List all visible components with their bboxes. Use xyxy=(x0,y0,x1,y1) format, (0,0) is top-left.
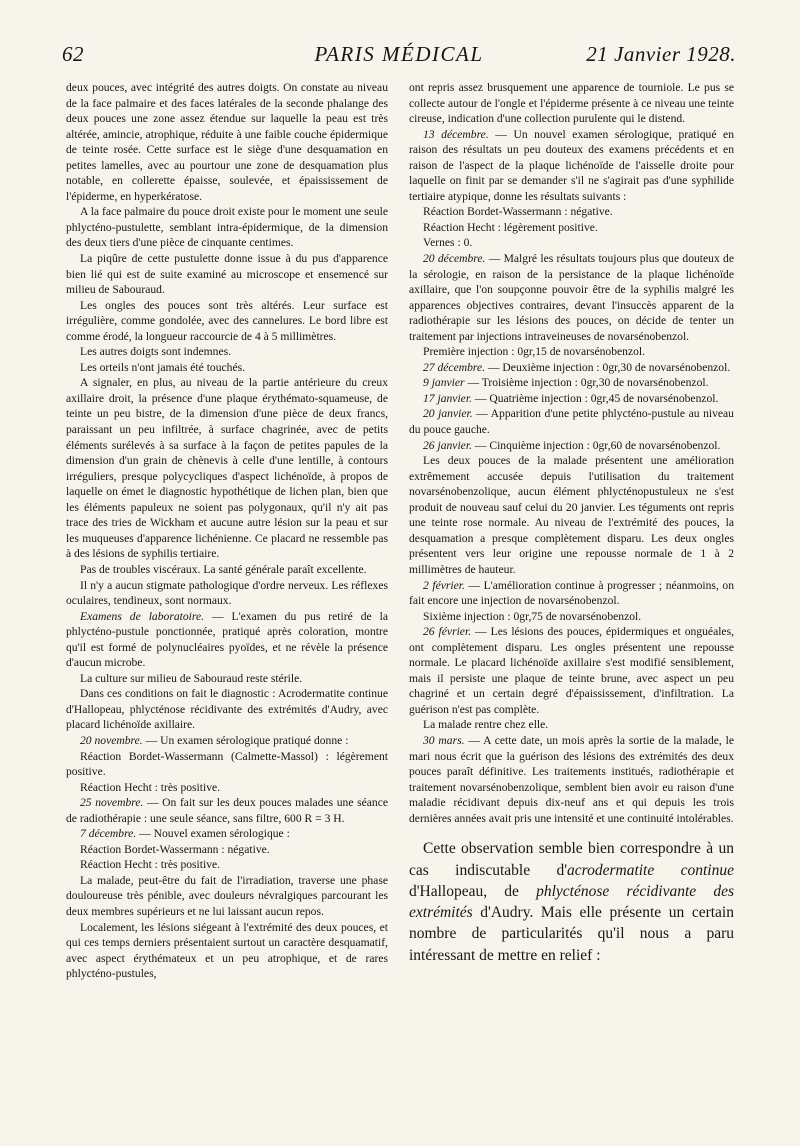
paragraph-text: Les deux pouces de la malade présentent une amélioration extrêmement accusée depuis l'utilisation du traitement novarsénobenzolique, aucun élément phlycténopustuleux ne s'est produit de nouveau sauf celui du 20 janvier. Les téguments ont repris une teinte rose normale. Au niveau de l'extrémité des pouces, la desquamation a presque complètement disparu. Les deux ongles présentent vers leur origine une repousse normale de 1 à 2 millimètres de hauteur. xyxy=(409,454,734,576)
body-paragraph xyxy=(409,204,734,220)
paragraph-text: — A cette date, un mois après la sortie de la malade, le mari nous écrit que la guérison des lésions des extrémités des deux pouces paraît définitive. Les traitements institués, radiothérapie et traitement novarsénobenzolique, semblent bien avoir eu raison d'une maladie récidivant depuis dix-neuf ans et qui depuis les trois dernières années avait pris une intensité et une continuité intolérables. xyxy=(409,733,734,825)
paragraph-text: Les autres doigts sont indemnes. xyxy=(80,345,232,359)
body-paragraph xyxy=(66,873,388,920)
paragraph-text: ont repris assez brusquement une apparence de tourniole. Le pus se collecte autour de l'ongle et l'épiderme présente à ce niveau une teinte cireuse, indication d'une collection purulente qui le distend. xyxy=(409,81,734,126)
body-paragraph xyxy=(66,251,388,298)
body-paragraph xyxy=(409,391,734,407)
paragraph-lead: 9 janvier xyxy=(423,376,465,390)
paragraph-lead: 17 janvier. xyxy=(423,391,472,405)
running-header xyxy=(62,42,736,76)
paragraph-text: — Apparition d'une petite phlycténo-pustule au niveau du pouce gauche. xyxy=(409,407,734,437)
conclusion-text-3: d'Audry. Mais elle présente un certain nombre de particularités qu'il nous a paru intéressant de mettre en relief : xyxy=(409,904,734,964)
paragraph-text: Les orteils n'ont jamais été touchés. xyxy=(80,360,246,374)
paragraph-text: deux pouces, avec intégrité des autres doigts. On constate au niveau de la face palmaire et des faces latérales de la seconde phalange des deux pouces une zone assez étendue sur laquelle la peau est très altérée, amincie, atrophique, réduite à une faible couche épidermique de teinte rosée. Cette surface est le siège d'une desquamation en petites lamelles, avec au pourtour une zone de desquamation plus notable, en collerette épaisse, soulevée, et épaississement de l'épiderme, en hyperkératose. xyxy=(66,81,388,203)
paragraph-lead: 26 janvier. xyxy=(423,438,472,452)
paragraph-text: Dans ces conditions on fait le diagnostic : Acrodermatite continue d'Hallopeau, phlycténose récidivante des extrémités d'Audry, avec placard lichénoïde axillaire. xyxy=(66,687,388,732)
paragraph-lead: 20 décembre. xyxy=(423,252,486,266)
paragraph-text: Les ongles des pouces sont très altérés. Leur surface est irrégulière, comme gondolée, avec des cannelures. Le bord libre est comme érodé, la longueur raccourcie de 4 à 5 millimètres. xyxy=(66,298,388,343)
paragraph-lead: Examens de laboratoire. xyxy=(80,609,204,623)
paragraph-lead: 27 décembre. xyxy=(423,360,486,374)
body-paragraph xyxy=(66,375,388,562)
body-paragraph xyxy=(409,220,734,236)
paragraph-lead: 26 février. xyxy=(423,625,472,639)
body-paragraph xyxy=(66,920,388,982)
paragraph-text: — L'examen du pus retiré de la phlycténo-pustule ponctionnée, pratiqué après coloration, montre qu'il est formé de polynucléaires pyoïdes, et ne révèle la présence d'aucun microbe. xyxy=(66,609,388,670)
paragraph-text: Réaction Hecht : très positive. xyxy=(80,780,221,794)
body-paragraph xyxy=(409,406,734,437)
paragraph-lead: 20 janvier. xyxy=(423,407,473,421)
page-number: 62 xyxy=(62,42,84,66)
body-paragraph xyxy=(409,578,734,609)
paragraph-text: — Les lésions des pouces, épidermiques et onguéales, ont complètement disparu. Les ongles présentent une repousse normale. Le placard lichénoïde axillaire s'est modifié sensiblement, mais il persiste une plaque de teinte brune, avec aspect un peu chagriné et un certain degré d'épaississement, d'infiltration. La guérison n'est pas complète. xyxy=(409,625,734,716)
body-paragraph xyxy=(66,857,388,873)
body-paragraph xyxy=(66,826,388,842)
paragraph-text: — Deuxième injection : 0gr,30 de novarsénobenzol. xyxy=(485,360,731,374)
paragraph-text: Réaction Bordet-Wassermann : négative. xyxy=(423,205,613,219)
paragraph-text: Réaction Bordet-Wassermann (Calmette-Massol) : légèrement positive. xyxy=(66,749,388,779)
body-paragraph xyxy=(66,80,388,204)
conclusion-emphasis-2: phlycténose récidivante des extrémités xyxy=(409,882,735,922)
body-paragraph xyxy=(409,251,734,344)
journal-title: PARIS MÉDICAL xyxy=(314,42,484,66)
right-column-paragraphs xyxy=(409,80,734,826)
paragraph-text: Pas de troubles viscéraux. La santé générale paraît excellente. xyxy=(80,562,367,576)
body-paragraph xyxy=(66,360,388,376)
paragraph-text: Localement, les lésions siégeant à l'extrémité des deux pouces, et qui ces temps derniers présentaient surtout un caractère desquamatif, avec aspect érythémateux et un peu atrophique, et de rares phlycténo-pustules, xyxy=(66,920,388,981)
body-paragraph xyxy=(409,344,734,360)
body-paragraph xyxy=(66,686,388,733)
body-paragraph xyxy=(409,127,734,205)
paragraph-text: La piqûre de cette pustulette donne issue à du pus d'apparence bien lié qui est de suite examiné au microscope et ensemencé sur milieu de Sabouraud. xyxy=(66,252,388,297)
paragraph-text: — Un examen sérologique pratiqué donne : xyxy=(142,733,349,747)
paragraph-text: Réaction Bordet-Wassermann : négative. xyxy=(80,842,270,856)
body-paragraph xyxy=(66,344,388,360)
paragraph-text: A la face palmaire du pouce droit existe pour le moment une seule phlycténo-pustulette, semblant intra-épidermique, de la dimension des deux tiers d'une pièce de cinquante centimes. xyxy=(66,205,388,250)
paragraph-text: Sixième injection : 0gr,75 de novarsénobenzol. xyxy=(423,609,642,623)
issue-date: 21 Janvier 1928. xyxy=(586,42,736,66)
right-column xyxy=(409,80,734,966)
paragraph-text: — Malgré les résultats toujours plus que douteux de la sérologie, en raison de la persistance de la plaque lichénoïde axillaire, que l'on soupçonne pouvoir être de la syphilis malgré les apparences objectives contraires, devant l'insuccès apparent de la radiothérapie sur les lésions des pouces, on décide de tenter un traitement par injections intraveineuses de novarsénobenzol. xyxy=(409,252,734,343)
paragraph-text: — Troisième injection : 0gr,30 de novarsénobenzol. xyxy=(464,376,709,390)
body-paragraph xyxy=(66,562,388,578)
body-paragraph xyxy=(409,717,734,733)
paragraph-text: Il n'y a aucun stigmate pathologique d'ordre nerveux. Les réflexes oculaires, tendineux, sont normaux. xyxy=(66,578,388,608)
conclusion-emphasis-1: acrodermatite continue xyxy=(567,861,734,879)
body-paragraph xyxy=(409,624,734,717)
paragraph-text: La malade rentre chez elle. xyxy=(423,718,549,732)
body-paragraph xyxy=(409,235,734,251)
body-paragraph xyxy=(66,780,388,796)
left-column xyxy=(66,80,388,982)
body-paragraph xyxy=(409,609,734,625)
paragraph-text: — Nouvel examen sérologique : xyxy=(136,827,290,841)
body-paragraph xyxy=(66,298,388,345)
paragraph-text: La malade, peut-être du fait de l'irradiation, traverse une phase douloureuse très pénible, avec douleurs névralgiques parcourant les deux membres supérieurs et ne lui laissant aucun repos. xyxy=(66,873,388,918)
paragraph-lead: 7 décembre. xyxy=(80,827,137,841)
paragraph-text: — Un nouvel examen sérologique, pratiqué en raison des résultats un peu douteux des examens précédents et en raison de l'aspect de la plaque lichénoïde de l'aisselle droite pour laquelle on finit par se demander s'il ne s'agirait pas d'une syphilide tertiaire atypique, donne les résultats suivants : xyxy=(409,127,734,203)
paragraph-text: A signaler, en plus, au niveau de la partie antérieure du creux axillaire droit, la présence d'une plaque érythémato-squameuse, de teinte un peu bistre, de la dimension d'une pièce de deux francs, paraissant un peu infiltrée, à surface chagrinée, avec de petits éléments surélevés à sa surface à la façon de petites papules de la dimension d'un grain de chènevis à celle d'une lentille, à contours irréguliers, presque polycycliques d'aspect lichénoïde, à propos de laquelle on émet le diagnostic hypothétique de lichen plan, bien que les éléments papuleux ne soient pas polygonaux, qu'il n'y ait pas trace des tries de Wickham et aucune autre lésion sur la peau et sur les muqueuses d'apparence lichénienne. Ce placard ne ressemble pas à des lésions de syphilis tertiaire. xyxy=(66,376,388,561)
paragraph-text: Vernes : 0. xyxy=(423,236,473,250)
paragraph-lead: 25 novembre. xyxy=(80,796,144,810)
body-paragraph xyxy=(66,578,388,609)
paragraph-lead: 30 mars. xyxy=(423,733,465,747)
body-paragraph xyxy=(66,733,388,749)
paragraph-text: — Quatrième injection : 0gr,45 de novarsénobenzol. xyxy=(471,391,719,405)
paragraph-lead: 20 novembre. xyxy=(80,733,143,747)
paragraph-text: La culture sur milieu de Sabouraud reste stérile. xyxy=(80,671,303,685)
paragraph-lead: 2 février. xyxy=(423,578,465,592)
paragraph-lead: 13 décembre. xyxy=(423,127,489,141)
paragraph-text: — On fait sur les deux pouces malades une séance de radiothérapie : une seule séance, sans filtre, 600 R = 3 H. xyxy=(66,796,388,825)
body-paragraph xyxy=(66,795,388,826)
body-paragraph xyxy=(409,453,734,577)
body-paragraph xyxy=(409,80,734,127)
body-paragraph xyxy=(66,749,388,780)
conclusion-text-1: Cette observation semble bien correspondre à un cas indiscutable d' xyxy=(409,840,734,879)
body-paragraph xyxy=(409,733,734,826)
paragraph-text: Première injection : 0gr,15 de novarsénobenzol. xyxy=(423,345,646,359)
conclusion-text-2: d'Hallopeau, de xyxy=(409,882,537,900)
body-paragraph xyxy=(66,671,388,687)
paragraph-text: — L'amélioration continue à progresser ; néanmoins, on fait encore une injection de novarsénobenzol. xyxy=(409,578,734,608)
body-paragraph xyxy=(66,609,388,671)
paragraph-text: Réaction Hecht : légèrement positive. xyxy=(423,220,598,234)
body-paragraph xyxy=(66,842,388,858)
conclusion-paragraph xyxy=(409,838,734,966)
body-paragraph xyxy=(66,204,388,251)
body-paragraph xyxy=(409,438,734,454)
paragraph-text: — Cinquième injection : 0gr,60 de novarsénobenzol. xyxy=(471,438,721,452)
paragraph-text: Réaction Hecht : très positive. xyxy=(80,858,221,872)
body-paragraph xyxy=(409,375,734,391)
body-paragraph xyxy=(409,360,734,376)
